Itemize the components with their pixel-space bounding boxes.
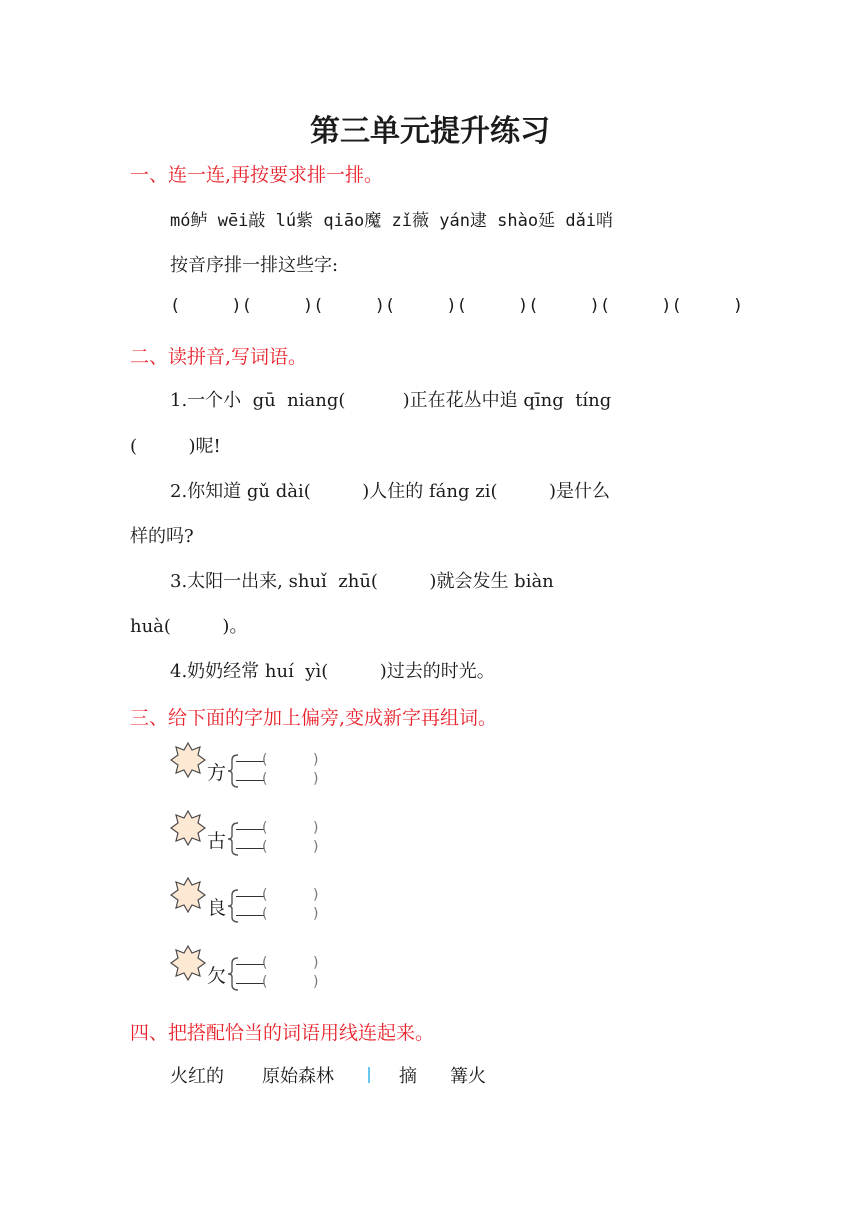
question-1-line-a: 1.一个小 gū niang( )正在花丛中追 qīng tíng: [170, 390, 612, 411]
open-paren: (: [262, 752, 268, 768]
order-instruction: 按音序排一排这些字:: [170, 255, 339, 276]
star-icon: [170, 742, 206, 778]
open-paren: (: [262, 839, 268, 855]
base-char: 欠: [207, 965, 227, 987]
base-char: 良: [207, 897, 227, 919]
star-icon: [170, 810, 206, 846]
section-3-heading: 三、给下面的字加上偏旁,变成新字再组词。: [130, 707, 498, 729]
pinyin-char-line: mó鲈 wēi敲 lú紫 qiāo魔 zǐ薇 yán逮 shào延 dǎi哨: [170, 211, 614, 231]
close-paren: ): [313, 839, 319, 855]
order-blanks: ( )( )( )( )( )( )( )( ): [170, 296, 744, 316]
base-char: 古: [207, 830, 227, 852]
page-title: 第三单元提升练习: [310, 114, 550, 149]
brace-icon: [226, 754, 240, 788]
column-divider: [368, 1064, 370, 1083]
answer-line: [236, 829, 264, 830]
open-paren: (: [262, 955, 268, 971]
close-paren: ): [313, 906, 319, 922]
star-icon: [170, 877, 206, 913]
close-paren: ): [313, 752, 319, 768]
answer-line: [236, 848, 264, 849]
section-1-heading: 一、连一连,再按要求排一排。: [130, 164, 384, 186]
answer-line: [236, 983, 264, 984]
close-paren: ): [313, 955, 319, 971]
open-paren: (: [262, 820, 268, 836]
section-2-heading: 二、读拼音,写词语。: [130, 346, 308, 368]
question-3-line-a: 3.太阳一出来, shuǐ zhū( )就会发生 biàn: [170, 571, 554, 592]
match-word: 篝火: [450, 1066, 486, 1087]
open-paren: (: [262, 974, 268, 990]
section-4-heading: 四、把搭配恰当的词语用线连起来。: [130, 1022, 435, 1044]
match-word: 火红的: [170, 1066, 224, 1087]
answer-line: [236, 780, 264, 781]
match-word: 摘: [399, 1066, 417, 1087]
open-paren: (: [262, 771, 268, 787]
question-2-line-b: 样的吗?: [130, 526, 194, 547]
answer-line: [236, 761, 264, 762]
answer-line: [236, 915, 264, 916]
open-paren: (: [262, 906, 268, 922]
close-paren: ): [313, 771, 319, 787]
close-paren: ): [313, 974, 319, 990]
question-1-line-b: ( )呢!: [130, 436, 221, 457]
close-paren: ): [313, 887, 319, 903]
answer-line: [236, 896, 264, 897]
brace-icon: [226, 822, 240, 856]
question-2-line-a: 2.你知道 gǔ dài( )人住的 fáng zi( )是什么: [170, 481, 611, 502]
open-paren: (: [262, 887, 268, 903]
question-4-line: 4.奶奶经常 huí yì( )过去的时光。: [170, 661, 495, 682]
match-word: 原始森林: [262, 1066, 334, 1087]
answer-line: [236, 964, 264, 965]
star-icon: [170, 945, 206, 981]
close-paren: ): [313, 820, 319, 836]
brace-icon: [226, 957, 240, 991]
brace-icon: [226, 889, 240, 923]
base-char: 方: [207, 762, 227, 784]
question-3-line-b: huà( )。: [130, 616, 248, 637]
